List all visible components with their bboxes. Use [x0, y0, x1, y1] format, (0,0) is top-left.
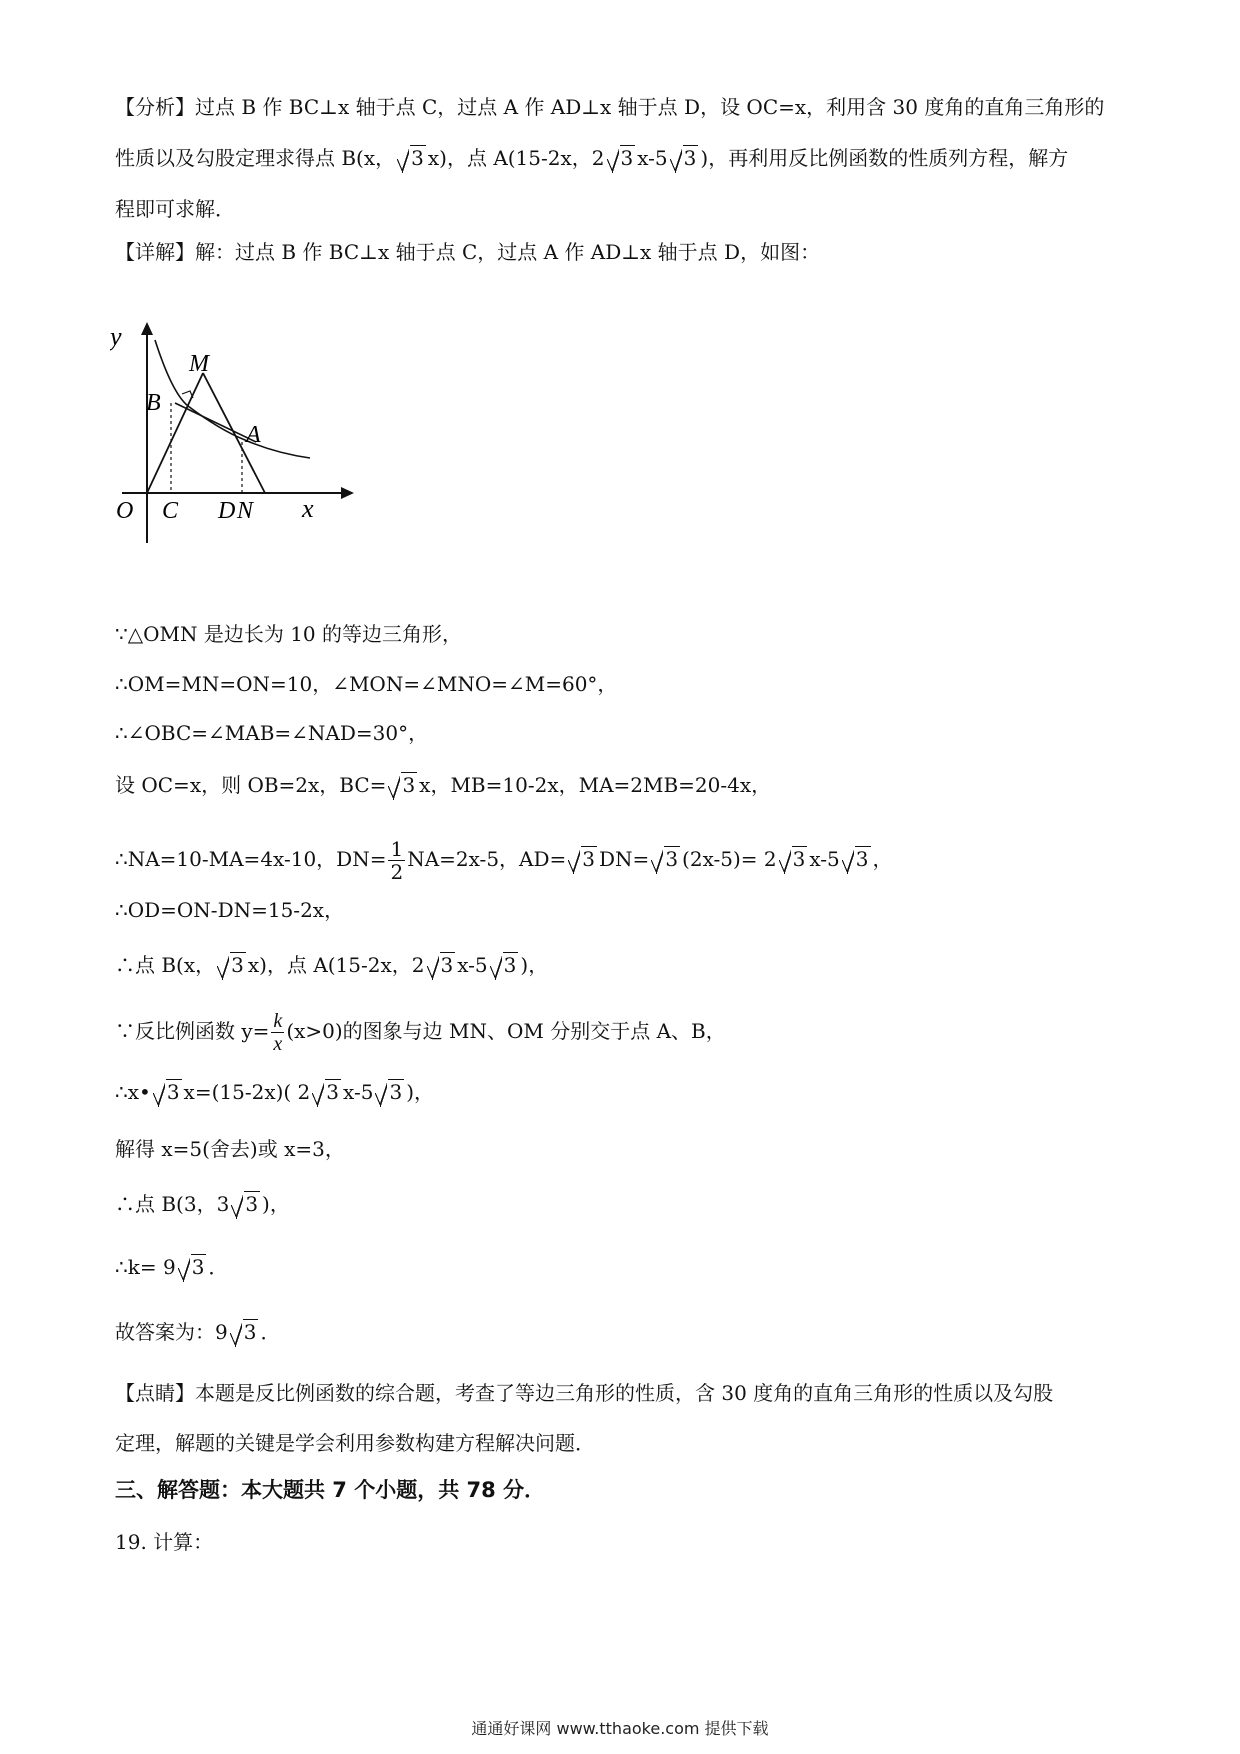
- page-footer: 通通好课网 www.tthaoke.com 提供下载: [471, 1719, 769, 1738]
- label-y: y: [110, 322, 122, 351]
- step-4: 设 OC=x，则 OB=2x，BC= 3 x，MB=10-2x，MA=2MB=20-4x，: [115, 770, 771, 800]
- sqrt-symbol: 3: [490, 950, 519, 980]
- step-10: 解得 x=5(舍去)或 x=3，: [115, 1137, 345, 1161]
- x-axis-arrow: [341, 487, 354, 499]
- fraction-k-over-x: $\frac{k}{x}$: [273, 1010, 283, 1055]
- sqrt-symbol: 3: [153, 1077, 182, 1107]
- comment-line-2: 定理，解题的关键是学会利用参数构建方程解决问题．: [115, 1431, 595, 1455]
- step-2: ∴OM=MN=ON=10，∠MON=∠MNO=∠M=60°，: [115, 672, 618, 696]
- question-19: 19. 计算：: [115, 1530, 214, 1554]
- step-5: ∴NA=10-MA=4x-10，DN= $\frac{1}{2}$ NA=2x-5，AD= 3 DN= 3 (2x-5)= 2 3 x-5 3 ，: [115, 837, 893, 884]
- y-axis-arrow: [141, 322, 153, 335]
- sqrt-symbol: 3: [779, 844, 808, 874]
- segment-ab: [175, 403, 256, 442]
- sqrt-symbol: 3: [651, 844, 680, 874]
- label-n: N: [237, 498, 254, 524]
- sqrt-symbol: 3: [217, 950, 246, 980]
- step-7: ∴点 B(x， 3 x)，点 A(15-2x，2 3 x-5 3 )，: [115, 950, 548, 980]
- final-answer: 故答案为：9 3 ．: [115, 1317, 280, 1347]
- sqrt-symbol: 3: [231, 1189, 260, 1219]
- label-a: A: [246, 422, 261, 448]
- sqrt-symbol: 3: [312, 1077, 341, 1107]
- step-6: ∴OD=ON-DN=15-2x，: [115, 898, 345, 922]
- analysis-line-1: 【分析】过点 B 作 BC⊥x 轴于点 C，过点 A 作 AD⊥x 轴于点 D，设 OC=x，利用含 30 度角的直角三角形的: [115, 95, 1105, 119]
- sqrt-symbol: 3: [670, 143, 699, 173]
- step-3: ∴∠OBC=∠MAB=∠NAD=30°，: [115, 721, 429, 745]
- step-9: ∴x• 3 x=(15-2x)( 2 3 x-5 3 )，: [115, 1077, 434, 1107]
- sqrt-symbol: 3: [178, 1252, 207, 1282]
- label-o: O: [116, 498, 134, 524]
- label-d: D: [218, 498, 236, 524]
- analysis-line-2: 性质以及勾股定理求得点 B(x， 3 x)，点 A(15-2x，2 3 x-5 3 )，再利用反比例函数的性质列方程，解方: [115, 143, 1068, 173]
- sqrt-symbol: 3: [230, 1317, 259, 1347]
- sqrt-symbol: 3: [607, 143, 636, 173]
- step-8: ∵反比例函数 y= $\frac{k}{x}$ (x>0)的图象与边 MN、OM 分别交于点 A、B，: [115, 1010, 726, 1055]
- sqrt-symbol: 3: [397, 143, 426, 173]
- geometry-figure: [110, 318, 360, 543]
- sqrt-symbol: 3: [568, 844, 597, 874]
- fraction-one-half: $\frac{1}{2}$: [390, 837, 404, 884]
- sqrt-symbol: 3: [427, 950, 456, 980]
- sqrt-symbol: 3: [375, 1077, 404, 1107]
- label-x: x: [302, 494, 314, 523]
- label-b: B: [146, 390, 161, 416]
- analysis-line-3: 程即可求解．: [115, 197, 235, 221]
- comment-line-1: 【点睛】本题是反比例函数的综合题，考查了等边三角形的性质，含 30 度角的直角三角形的性质以及勾股: [115, 1381, 1054, 1405]
- label-c: C: [162, 498, 179, 524]
- step-11: ∴点 B(3，3 3 )，: [115, 1189, 290, 1219]
- sqrt-symbol: 3: [388, 770, 417, 800]
- detail-intro: 【详解】解：过点 B 作 BC⊥x 轴于点 C，过点 A 作 AD⊥x 轴于点 D，如图：: [115, 240, 821, 264]
- hyperbola-curve: [155, 340, 310, 458]
- label-m: M: [189, 351, 209, 377]
- step-1: ∵△OMN 是边长为 10 的等边三角形，: [115, 622, 463, 646]
- sqrt-symbol: 3: [842, 844, 871, 874]
- section-title: 三、解答题：本大题共 7 个小题，共 78 分．: [115, 1478, 546, 1502]
- step-12: ∴k= 9 3 ．: [115, 1252, 228, 1282]
